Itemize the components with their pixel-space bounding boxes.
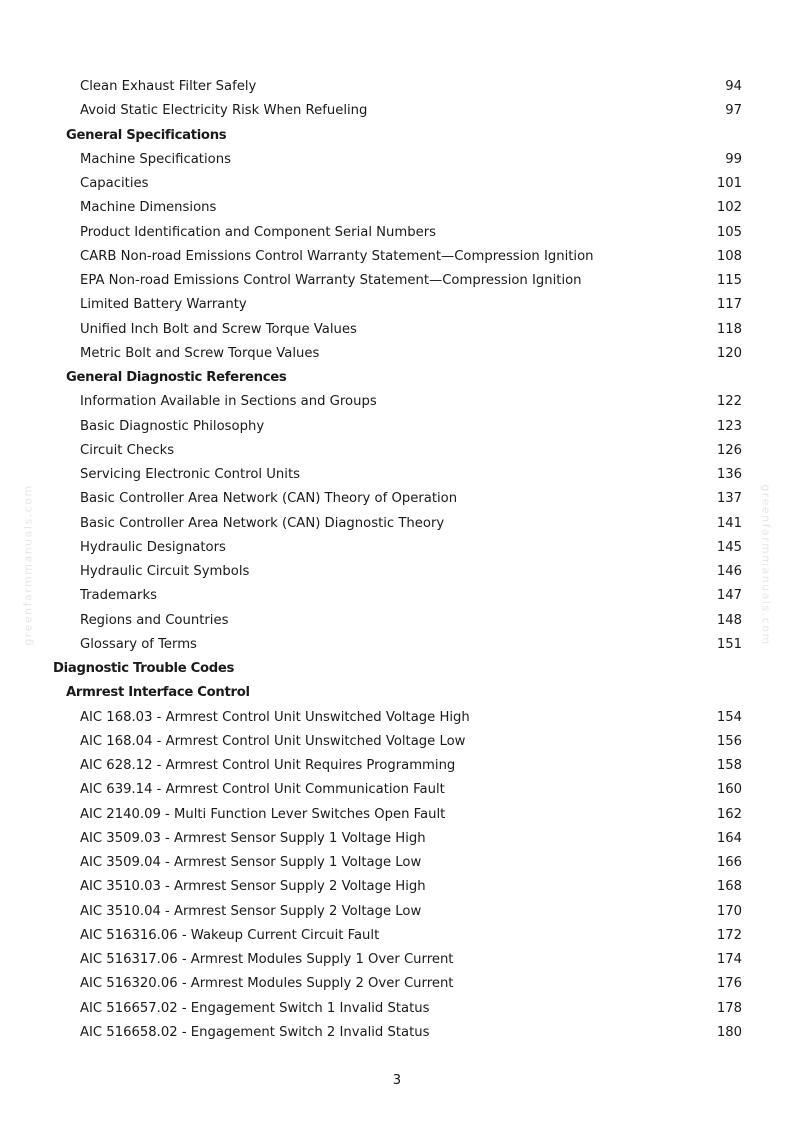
toc-entry-title: AIC 516658.02 - Engagement Switch 2 Invalid Status	[80, 1024, 430, 1040]
toc-entry-title: AIC 3509.04 - Armrest Sensor Supply 1 Voltage Low	[80, 855, 422, 870]
toc-entry-title: AIC 516657.02 - Engagement Switch 1 Invalid Status	[80, 1000, 430, 1016]
toc-entry-title: AIC 3510.04 - Armrest Sensor Supply 2 Voltage Low	[80, 903, 422, 919]
toc-entry[interactable]	[0, 390, 794, 414]
toc-entry-page: 176	[716, 976, 742, 992]
toc-section-heading[interactable]	[0, 124, 794, 148]
toc-entry[interactable]	[0, 972, 794, 996]
toc-entry-title: Limited Battery Warranty	[80, 297, 247, 313]
toc-entry[interactable]	[0, 997, 794, 1021]
toc-entry[interactable]	[0, 512, 794, 536]
toc-entry-page: 141	[716, 515, 742, 531]
toc-entry[interactable]	[0, 609, 794, 633]
toc-entry-title: Basic Controller Area Network (CAN) Theory of Operation	[80, 491, 458, 507]
toc-section-heading[interactable]	[0, 657, 794, 681]
toc-entry[interactable]	[0, 803, 794, 827]
toc-entry[interactable]	[0, 778, 794, 802]
toc-entry-page: 166	[716, 855, 742, 870]
toc-entry[interactable]	[0, 415, 794, 439]
toc-entry-page: 115	[716, 273, 742, 288]
toc-entry-page: 105	[716, 224, 742, 240]
toc-entry-title: AIC 516317.06 - Armrest Modules Supply 1 Over Current	[80, 952, 454, 967]
toc-entry-title: AIC 168.04 - Armrest Control Unit Unswitched Voltage Low	[80, 733, 466, 749]
toc-entry-page: 164	[716, 830, 742, 846]
toc-entry-page: 162	[716, 806, 742, 822]
toc-entry-page: 172	[716, 927, 742, 943]
toc-entry[interactable]	[0, 875, 794, 899]
toc-entry-page: 94	[725, 79, 742, 94]
toc-entry-page: 137	[716, 491, 742, 507]
toc-entry[interactable]	[0, 221, 794, 245]
toc-entry[interactable]	[0, 730, 794, 754]
toc-entry-title: Hydraulic Circuit Symbols	[80, 564, 250, 579]
toc-entry[interactable]	[0, 827, 794, 851]
toc-entry-page: 168	[716, 879, 742, 895]
toc-entry-title: Unified Inch Bolt and Screw Torque Values	[80, 321, 357, 337]
toc-entry-page: 146	[716, 564, 742, 579]
toc-entry-title: AIC 3509.03 - Armrest Sensor Supply 1 Voltage High	[80, 830, 426, 846]
toc-entry-title: Glossary of Terms	[80, 636, 197, 652]
toc-entry[interactable]	[0, 269, 794, 293]
toc-entry-title: AIC 516320.06 - Armrest Modules Supply 2 Over Current	[80, 976, 454, 992]
toc-entry-title: CARB Non-road Emissions Control Warranty Statement—Compression Ignition	[80, 248, 594, 264]
toc-entry-page: 180	[716, 1024, 742, 1040]
toc-entry-page: 178	[716, 1000, 742, 1016]
toc-entry-title: Armrest Interface Control	[66, 685, 250, 701]
toc-entry-page: 154	[716, 709, 742, 725]
toc-entry-page: 101	[716, 176, 742, 191]
toc-entry-page: 170	[716, 903, 742, 919]
toc-entry[interactable]	[0, 318, 794, 342]
toc-entry[interactable]	[0, 851, 794, 875]
toc-entry-title: AIC 516316.06 - Wakeup Current Circuit Fault	[80, 927, 380, 943]
toc-entry[interactable]	[0, 948, 794, 972]
toc-entry[interactable]	[0, 342, 794, 366]
toc-entry[interactable]	[0, 245, 794, 269]
toc-entry-title: Information Available in Sections and Groups	[80, 394, 377, 410]
toc-entry-page: 156	[716, 733, 742, 749]
toc-entry-title: Capacities	[80, 176, 149, 191]
toc-entry-title: Metric Bolt and Screw Torque Values	[80, 345, 320, 361]
toc-entry-page: 99	[725, 151, 742, 167]
toc-entry-page: 117	[716, 297, 742, 313]
toc-entry-title: Circuit Checks	[80, 442, 175, 458]
toc-entry[interactable]	[0, 75, 794, 99]
toc-entry-title: AIC 168.03 - Armrest Control Unit Unswitched Voltage High	[80, 709, 470, 725]
table-of-contents	[0, 75, 794, 1045]
toc-entry-page: 123	[716, 418, 742, 434]
toc-entry-title: Product Identification and Component Serial Numbers	[80, 224, 437, 240]
toc-entry-title: Regions and Countries	[80, 612, 229, 628]
toc-entry-page: 122	[716, 394, 742, 410]
toc-entry-page: 147	[716, 588, 742, 604]
toc-entry[interactable]	[0, 560, 794, 584]
toc-entry-title: AIC 639.14 - Armrest Control Unit Communication Fault	[80, 782, 445, 798]
toc-entry-title: General Diagnostic References	[66, 370, 287, 385]
toc-entry-title: Hydraulic Designators	[80, 539, 226, 555]
toc-section-heading[interactable]	[0, 681, 794, 705]
toc-entry-title: AIC 628.12 - Armrest Control Unit Requires Programming	[80, 758, 456, 773]
watermark-left: greenfarmmanuals.com	[21, 484, 35, 646]
toc-entry[interactable]	[0, 584, 794, 608]
toc-entry-page: 174	[716, 952, 742, 967]
toc-entry[interactable]	[0, 487, 794, 511]
toc-entry-page: 145	[716, 539, 742, 555]
toc-entry[interactable]	[0, 293, 794, 317]
toc-entry[interactable]	[0, 172, 794, 196]
toc-entry[interactable]	[0, 706, 794, 730]
toc-entry[interactable]	[0, 900, 794, 924]
watermark-right: greenfarmmanuals.com	[759, 484, 773, 646]
toc-section-heading[interactable]	[0, 366, 794, 390]
toc-entry-page: 97	[725, 103, 742, 119]
toc-entry-title: Trademarks	[80, 588, 157, 604]
toc-entry-title: EPA Non-road Emissions Control Warranty Statement—Compression Ignition	[80, 273, 582, 288]
toc-entry[interactable]	[0, 536, 794, 560]
toc-entry-page: 126	[716, 442, 742, 458]
toc-entry[interactable]	[0, 1021, 794, 1045]
toc-entry[interactable]	[0, 439, 794, 463]
toc-entry-title: AIC 2140.09 - Multi Function Lever Switches Open Fault	[80, 806, 446, 822]
toc-entry[interactable]	[0, 196, 794, 220]
toc-entry-page: 102	[716, 200, 742, 216]
toc-entry-page: 136	[716, 467, 742, 482]
toc-entry-page: 120	[716, 345, 742, 361]
toc-entry-title: Diagnostic Trouble Codes	[53, 661, 235, 676]
toc-entry-page: 160	[716, 782, 742, 798]
toc-entry-page: 158	[716, 758, 742, 773]
toc-entry-title: Machine Dimensions	[80, 200, 217, 216]
toc-entry[interactable]	[0, 99, 794, 123]
toc-entry-title: Clean Exhaust Filter Safely	[80, 79, 257, 94]
toc-entry-title: Avoid Static Electricity Risk When Refueling	[80, 103, 368, 119]
toc-entry-page: 151	[716, 636, 742, 652]
toc-entry[interactable]	[0, 463, 794, 487]
toc-entry-title: Machine Specifications	[80, 151, 231, 167]
toc-entry-title: Servicing Electronic Control Units	[80, 467, 300, 482]
toc-entry-title: AIC 3510.03 - Armrest Sensor Supply 2 Voltage High	[80, 879, 426, 895]
toc-entry-title: Basic Controller Area Network (CAN) Diagnostic Theory	[80, 515, 445, 531]
toc-entry-title: Basic Diagnostic Philosophy	[80, 418, 265, 434]
toc-entry[interactable]	[0, 754, 794, 778]
toc-entry[interactable]	[0, 148, 794, 172]
toc-entry[interactable]	[0, 633, 794, 657]
toc-entry-title: General Specifications	[66, 127, 227, 143]
toc-entry[interactable]	[0, 924, 794, 948]
toc-entry-page: 148	[716, 612, 742, 628]
toc-entry-page: 118	[716, 321, 742, 337]
page-number: 3	[392, 1073, 402, 1088]
toc-entry-page: 108	[716, 248, 742, 264]
